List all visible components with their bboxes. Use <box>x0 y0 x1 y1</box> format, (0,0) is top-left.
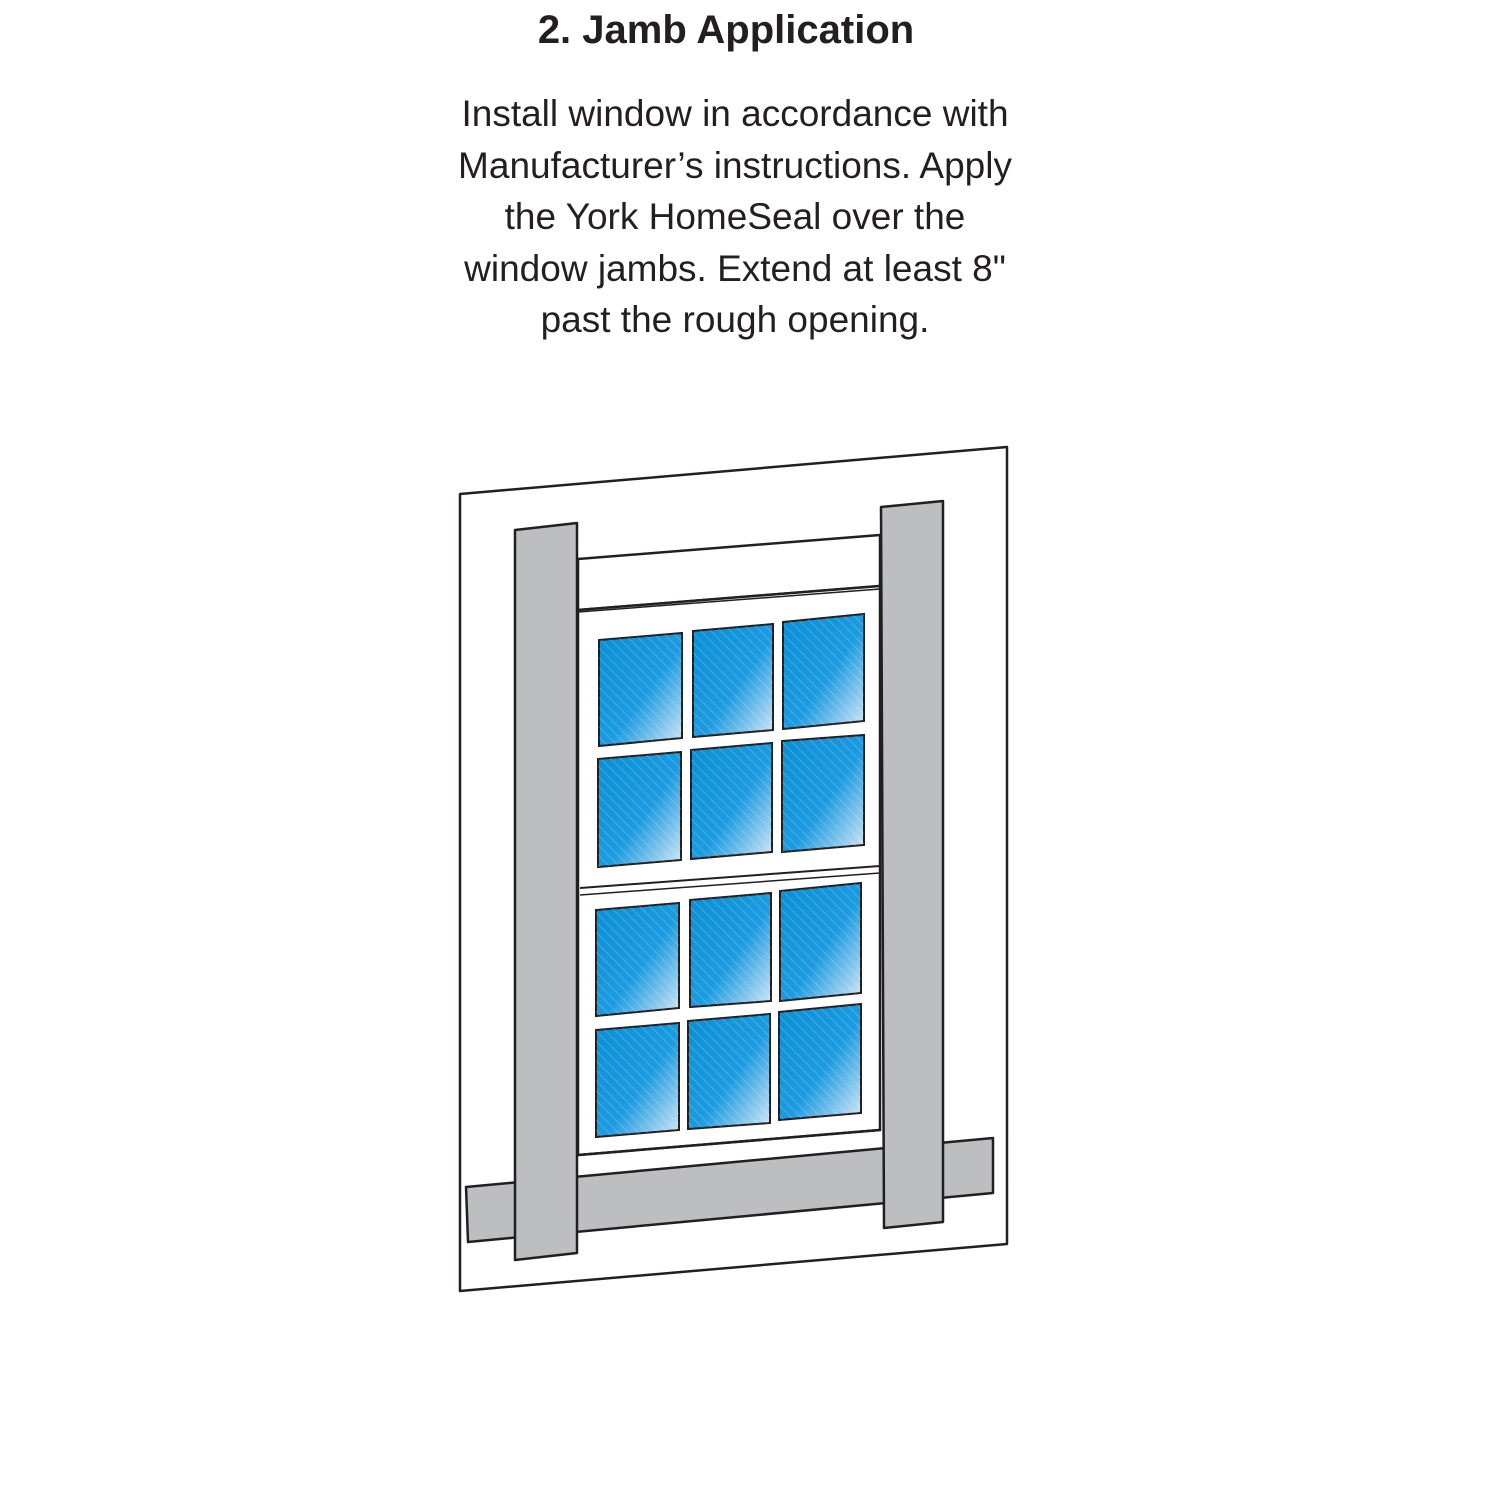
instruction-line: past the rough opening. <box>540 299 930 340</box>
glass-pane-texture <box>596 903 679 1016</box>
instruction-line: window jambs. Extend at least 8" <box>464 247 1006 289</box>
glass-pane-texture <box>598 752 681 867</box>
instruction-line: Manufacturer’s instructions. Apply <box>458 144 1012 186</box>
glass-pane-texture <box>783 614 864 729</box>
step-title: 2. Jamb Application <box>537 8 915 52</box>
glass-pane-texture <box>688 1014 770 1129</box>
glass-pane-texture <box>596 1023 679 1137</box>
right-jamb-tape <box>881 501 943 1228</box>
glass-pane-texture <box>780 883 861 1001</box>
instruction-line: Install window in accordance with <box>461 93 1009 134</box>
glass-pane-texture <box>782 735 864 852</box>
glass-pane-texture <box>690 893 771 1007</box>
instruction-line: the York HomeSeal over the <box>504 196 966 237</box>
glass-pane-texture <box>779 1004 861 1120</box>
left-jamb-tape <box>515 523 577 1260</box>
glass-pane-texture <box>599 633 682 746</box>
glass-pane-texture <box>693 624 773 737</box>
glass-pane-texture <box>691 743 772 859</box>
